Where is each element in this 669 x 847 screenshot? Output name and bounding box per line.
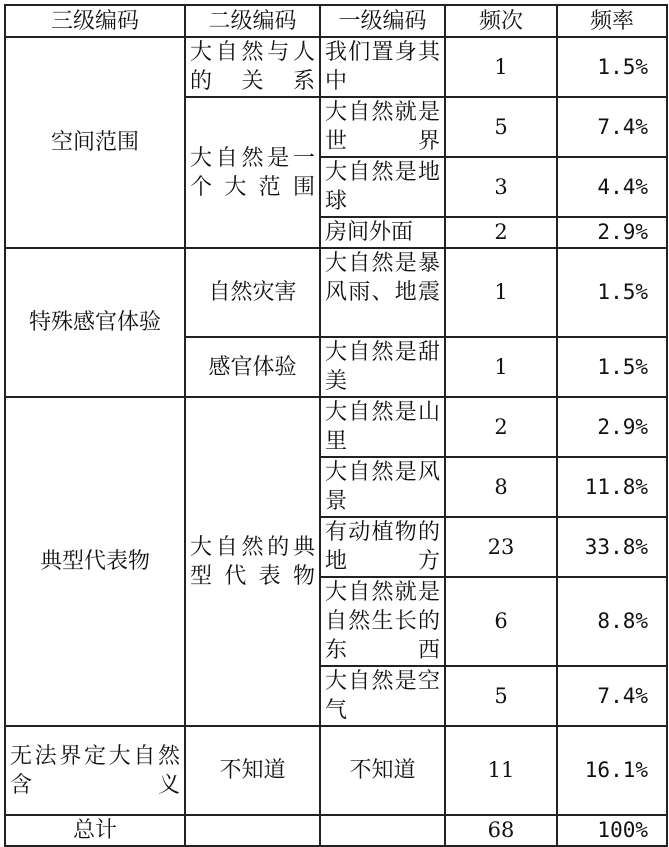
total-label: 总计 — [5, 815, 185, 846]
level1-cell: 房间外面 — [320, 217, 445, 248]
level1-cell: 大自然是山里 — [320, 397, 445, 457]
table-row — [5, 726, 667, 815]
frequency-cell: 1 — [445, 37, 557, 97]
level1-cell: 大自然是甜美 — [320, 337, 445, 397]
frequency-cell: 11 — [445, 726, 557, 815]
empty-cell — [185, 815, 320, 846]
rate-cell: 1.5% — [557, 248, 667, 337]
table-row — [5, 397, 667, 457]
level1-cell: 大自然就是世界 — [320, 97, 445, 157]
rate-cell: 2.9% — [557, 397, 667, 457]
coding-frequency-table — [4, 4, 668, 847]
frequency-cell: 5 — [445, 97, 557, 157]
level3-cell: 特殊感官体验 — [5, 248, 185, 397]
rate-cell: 11.8% — [557, 457, 667, 517]
rate-cell: 7.4% — [557, 97, 667, 157]
header-level2: 二级编码 — [185, 5, 320, 37]
rate-cell: 1.5% — [557, 337, 667, 397]
total-rate: 100% — [557, 815, 667, 846]
rate-cell: 1.5% — [557, 37, 667, 97]
level3-cell: 典型代表物 — [5, 397, 185, 726]
level1-cell: 大自然是风景 — [320, 457, 445, 517]
level3-cell: 无法界定大自然含义 — [5, 726, 185, 815]
rate-cell: 4.4% — [557, 157, 667, 217]
header-level1: 一级编码 — [320, 5, 445, 37]
frequency-cell: 8 — [445, 457, 557, 517]
frequency-cell: 1 — [445, 248, 557, 337]
header-rate: 频率 — [557, 5, 667, 37]
rate-cell: 16.1% — [557, 726, 667, 815]
level2-cell: 大自然与人的关系 — [185, 37, 320, 97]
table-row — [5, 248, 667, 337]
frequency-cell: 2 — [445, 217, 557, 248]
frequency-cell: 2 — [445, 397, 557, 457]
level1-cell: 大自然就是自然生长的东西 — [320, 577, 445, 666]
rate-cell: 2.9% — [557, 217, 667, 248]
level1-cell: 不知道 — [320, 726, 445, 815]
level1-cell: 有动植物的地方 — [320, 517, 445, 577]
rate-cell: 33.8% — [557, 517, 667, 577]
header-frequency: 频次 — [445, 5, 557, 37]
frequency-cell: 6 — [445, 577, 557, 666]
frequency-cell: 23 — [445, 517, 557, 577]
rate-cell: 8.8% — [557, 577, 667, 666]
level1-cell: 大自然是暴风雨、地震 — [320, 248, 445, 337]
level2-cell: 感官体验 — [185, 337, 320, 397]
level2-cell: 大自然的典型代表物 — [185, 397, 320, 726]
level1-cell: 大自然是地球 — [320, 157, 445, 217]
level1-cell: 大自然是空气 — [320, 666, 445, 726]
frequency-cell: 3 — [445, 157, 557, 217]
table-row — [5, 37, 667, 97]
total-frequency: 68 — [445, 815, 557, 846]
total-row — [5, 815, 667, 846]
header-row — [5, 5, 667, 37]
frequency-cell: 1 — [445, 337, 557, 397]
header-level3: 三级编码 — [5, 5, 185, 37]
rate-cell: 7.4% — [557, 666, 667, 726]
level2-cell: 自然灾害 — [185, 248, 320, 337]
level2-cell: 大自然是一个大范围 — [185, 97, 320, 248]
level2-cell: 不知道 — [185, 726, 320, 815]
frequency-cell: 5 — [445, 666, 557, 726]
level3-cell: 空间范围 — [5, 37, 185, 248]
empty-cell — [320, 815, 445, 846]
level1-cell: 我们置身其中 — [320, 37, 445, 97]
